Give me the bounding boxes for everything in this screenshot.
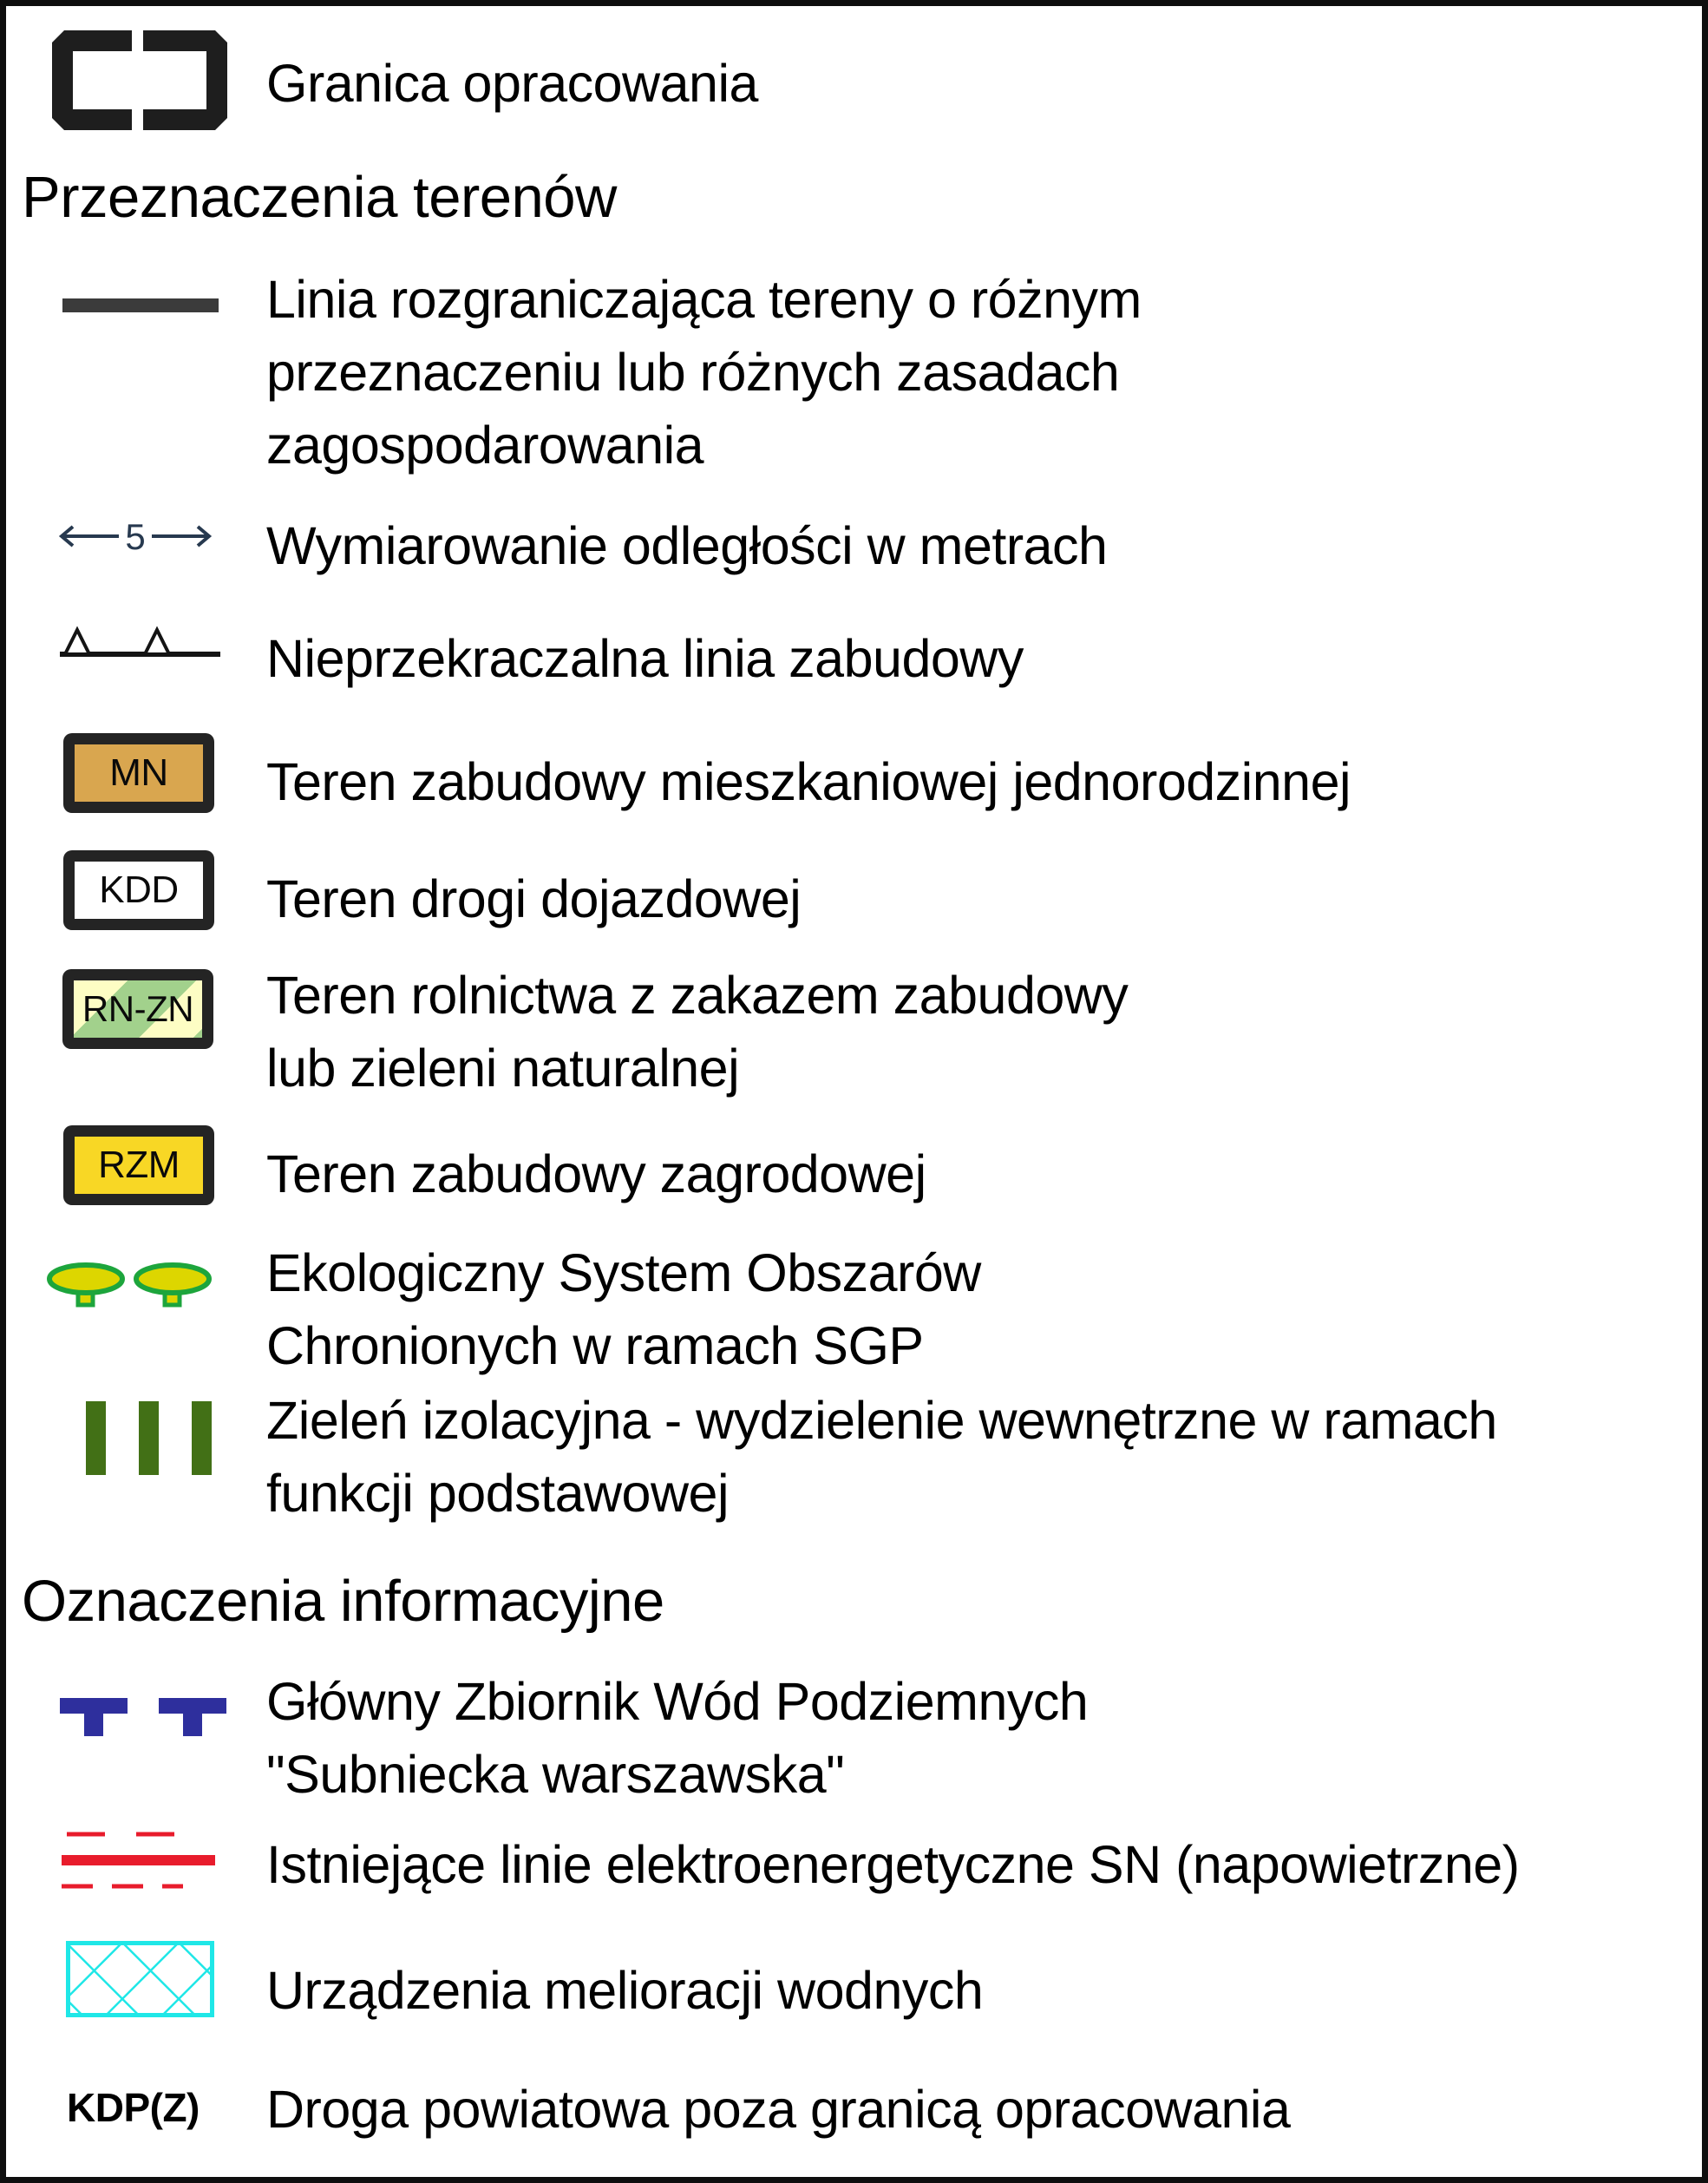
groundwater-reservoir-icon <box>60 1698 128 1738</box>
county-road-code: KDP(Z) <box>67 2085 200 2130</box>
dividing-line-label-line3: zagospodarowania <box>266 416 704 475</box>
power-line-icon <box>58 1826 218 1894</box>
ecological-system-label-line1: Ekologiczny System Obszarów <box>266 1243 981 1302</box>
zone-code-kdd: KDD <box>99 869 179 911</box>
ecological-system-icon <box>133 1261 213 1309</box>
building-limit-line-label: Nieprzekraczalna linia zabudowy <box>266 629 1024 688</box>
dimension-value: 5 <box>125 516 146 557</box>
zone-swatch-mn <box>63 733 214 813</box>
zone-code-rnzn: RN-ZN <box>82 988 194 1029</box>
zone-label-rnzn-line2: lub zieleni naturalnej <box>266 1039 740 1098</box>
section-title-land-use: Przeznaczenia terenów <box>22 165 617 230</box>
zone-label-rnzn-line1: Teren rolnictwa z zakazem zabudowy <box>266 966 1129 1025</box>
drainage-facilities-label: Urządzenia melioracji wodnych <box>266 1961 984 2020</box>
ecological-system-label <box>266 1236 981 1382</box>
ecological-system-label-line2: Chronionych w ramach SGP <box>266 1316 924 1375</box>
zone-label-kdd: Teren drogi dojazdowej <box>266 869 802 928</box>
building-limit-line-icon <box>60 625 220 663</box>
drainage-facilities-icon <box>66 1941 214 2017</box>
dividing-line-label-line2: przeznaczeniu lub różnych zasadach <box>266 343 1120 402</box>
zone-label-rnzn <box>266 959 1128 1105</box>
study-area-boundary-label: Granica opracowania <box>266 54 758 113</box>
zone-swatch-rnzn <box>62 969 213 1049</box>
dimension-label: Wymiarowanie odległości w metrach <box>266 516 1108 575</box>
zone-label-rzm: Teren zabudowy zagrodowej <box>266 1144 926 1203</box>
zone-code-rzm: RZM <box>98 1144 180 1186</box>
zone-swatch-kdd <box>63 850 214 930</box>
dimension-arrow-icon <box>58 516 213 560</box>
zone-swatch-rzm <box>63 1125 214 1205</box>
county-road-label: Droga powiatowa poza granicą opracowania <box>266 2080 1291 2139</box>
dividing-line-icon <box>62 298 219 312</box>
zone-label-mn: Teren zabudowy mieszkaniowej jednorodzinnej <box>266 752 1351 811</box>
isolation-greenery-icon <box>86 1401 212 1475</box>
groundwater-reservoir-label-line1: Główny Zbiornik Wód Podziemnych <box>266 1672 1089 1731</box>
groundwater-reservoir-label-line2: "Subniecka warszawska" <box>266 1745 845 1804</box>
power-line-label: Istniejące linie elektroenergetyczne SN (napowietrzne) <box>266 1835 1520 1894</box>
zone-code-mn: MN <box>109 751 168 794</box>
isolation-greenery-label-line1: Zieleń izolacyjna - wydzielenie wewnętrzne w ramach <box>266 1391 1497 1450</box>
section-title-informational: Oznaczenia informacyjne <box>22 1569 664 1634</box>
dividing-line-label <box>266 263 1142 482</box>
isolation-greenery-label <box>266 1384 1497 1530</box>
study-area-boundary-icon <box>52 30 227 130</box>
dividing-line-label-line1: Linia rozgraniczająca tereny o różnym <box>266 270 1142 329</box>
isolation-greenery-label-line2: funkcji podstawowej <box>266 1464 730 1523</box>
groundwater-reservoir-label <box>266 1665 1088 1811</box>
groundwater-reservoir-icon <box>159 1698 226 1738</box>
ecological-system-icon <box>46 1261 126 1309</box>
